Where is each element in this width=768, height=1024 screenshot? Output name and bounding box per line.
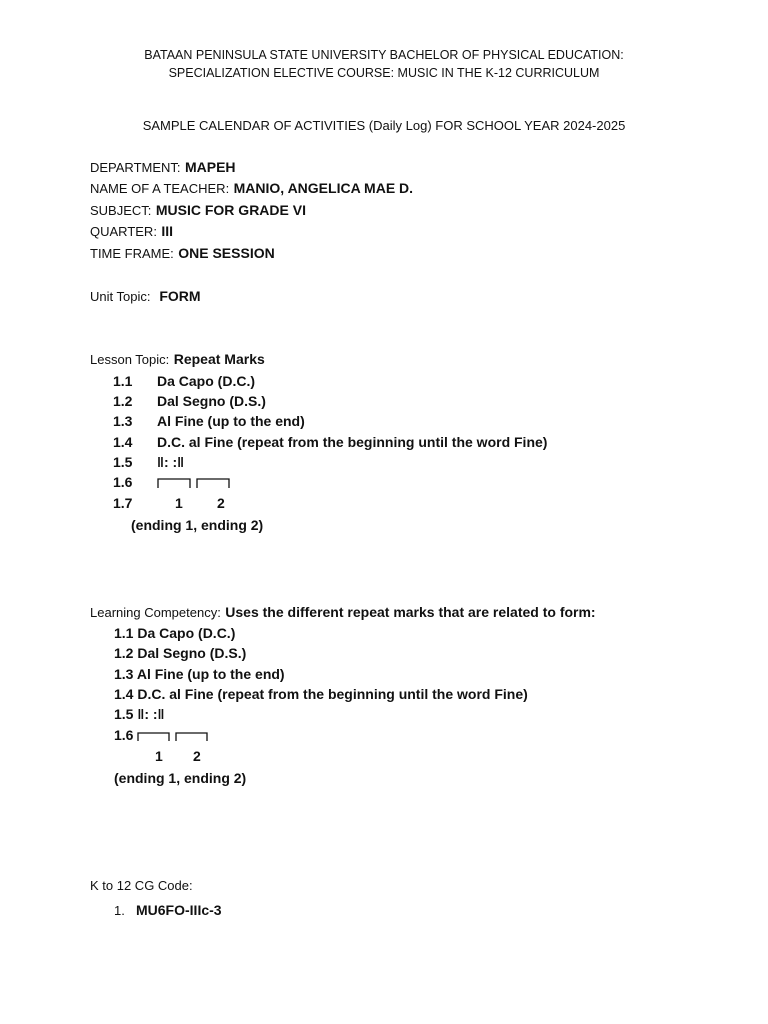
competency-item: 1.5 ‖: :‖ [114, 706, 165, 722]
subject-value: MUSIC FOR GRADE VI [155, 202, 306, 218]
lesson-item-number: 1.4 [113, 434, 133, 450]
cg-code-item [114, 902, 222, 918]
lesson-item-text: Dal Segno (D.S.) [157, 393, 266, 409]
lesson-item [113, 434, 547, 450]
unit-topic-value: FORM [159, 288, 201, 304]
header-line-2: SPECIALIZATION ELECTIVE COURSE: MUSIC IN THE K-12 CURRICULUM [168, 66, 600, 80]
lesson-item-text: Da Capo (D.C.) [157, 373, 255, 389]
teacher-row [90, 180, 413, 198]
ending-number-1: 1 [175, 495, 183, 511]
lesson-item-text: Al Fine (up to the end) [157, 413, 305, 429]
competency-item-text: 1.6 [114, 727, 134, 743]
lesson-item [113, 413, 305, 429]
quarter-value: III [161, 223, 174, 239]
competency-label: Learning Competency: [90, 605, 221, 620]
department-row [90, 159, 236, 177]
lesson-item-number: 1.2 [113, 393, 133, 409]
teacher-label: NAME OF A TEACHER: [90, 181, 230, 196]
header-line-1: BATAAN PENINSULA STATE UNIVERSITY BACHELOR OF PHYSICAL EDUCATION: [144, 48, 624, 62]
competency-value: Uses the different repeat marks that are related to form: [225, 604, 596, 620]
department-value: MAPEH [184, 159, 236, 175]
subject-row [90, 202, 306, 220]
ending-brackets-icon [137, 730, 209, 742]
lesson-topic-label: Lesson Topic: [90, 352, 170, 367]
quarter-label: QUARTER: [90, 224, 157, 239]
cg-code-item-text: MU6FO-IIIc-3 [136, 902, 222, 918]
lesson-item [113, 454, 184, 470]
cg-code-label: K to 12 CG Code: [90, 878, 193, 893]
ending-brackets-icon [157, 477, 231, 489]
lesson-item [113, 474, 231, 490]
competency-item: 1.4 D.C. al Fine (repeat from the beginning until the word Fine) [114, 686, 528, 702]
competency-item: 1.3 Al Fine (up to the end) [114, 666, 285, 682]
lesson-topic-value: Repeat Marks [173, 351, 265, 367]
cg-code-item-number: 1. [114, 903, 125, 918]
lesson-item [113, 495, 157, 511]
lesson-item-number: 1.5 [113, 454, 133, 470]
teacher-value: MANIO, ANGELICA MAE D. [233, 180, 414, 196]
competency-item: 1.1 Da Capo (D.C.) [114, 625, 236, 641]
document-title: SAMPLE CALENDAR OF ACTIVITIES (Daily Log) FOR SCHOOL YEAR 2024-2025 [142, 118, 626, 133]
ending-number-2: 2 [217, 495, 225, 511]
lesson-topic-row [90, 351, 265, 369]
ending-caption: (ending 1, ending 2) [131, 517, 264, 533]
lesson-item-text: D.C. al Fine (repeat from the beginning until the word Fine) [157, 434, 548, 450]
lesson-item-number: 1.1 [113, 373, 133, 389]
unit-topic-label: Unit Topic: [90, 289, 151, 304]
subject-label: SUBJECT: [90, 203, 152, 218]
ending-number-1: 1 [155, 748, 163, 764]
lesson-item-number: 1.7 [113, 495, 133, 511]
department-label: DEPARTMENT: [90, 160, 181, 175]
competency-item [114, 727, 209, 743]
lesson-item [113, 373, 255, 389]
ending-number-2: 2 [193, 748, 201, 764]
timeframe-label: TIME FRAME: [90, 246, 174, 261]
quarter-row [90, 223, 173, 241]
lesson-item [113, 393, 266, 409]
unit-topic-row [90, 288, 201, 306]
repeat-sign: ‖: :‖ [157, 454, 185, 470]
timeframe-value: ONE SESSION [178, 245, 275, 261]
competency-item: 1.2 Dal Segno (D.S.) [114, 645, 247, 661]
ending-caption: (ending 1, ending 2) [114, 770, 247, 786]
competency-row [90, 604, 596, 622]
lesson-item-number: 1.6 [113, 474, 133, 490]
lesson-item-number: 1.3 [113, 413, 133, 429]
timeframe-row [90, 245, 275, 263]
